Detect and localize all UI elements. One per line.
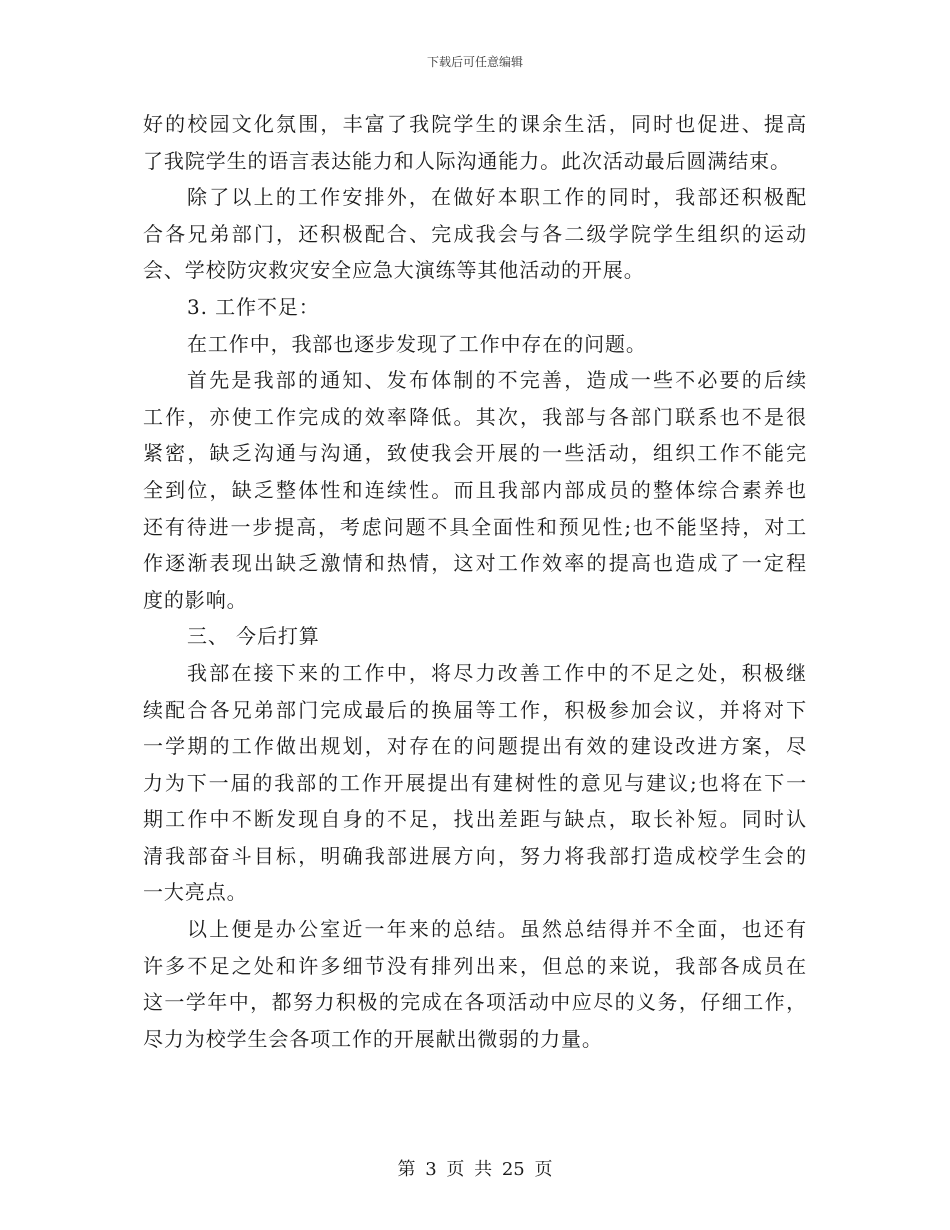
text-line: 度的影响。 — [143, 587, 248, 612]
text-line: 紧密，缺乏沟通与沟通，致使我会开展的一些活动，组织工作不能完 — [143, 441, 807, 466]
text-line: 许多不足之处和许多细节没有排列出来，但总的来说，我部各成员在 — [143, 953, 807, 978]
text-line: 合各兄弟部门，还积极配合、完成我会与各二级学院学生组织的运动 — [143, 221, 807, 246]
text-line: 期工作中不断发现自身的不足，找出差距与缺点，取长补短。同时认 — [143, 807, 807, 832]
text-line: 好的校园文化氛围，丰富了我院学生的课余生活，同时也促进、提高 — [143, 112, 807, 136]
document-body — [143, 106, 807, 1057]
page-header: 下载后可任意编辑 — [426, 55, 523, 69]
text-line: 我部在接下来的工作中，将尽力改善工作中的不足之处，积极继 — [187, 660, 807, 685]
text-line: 这一学年中，都努力积极的完成在各项活动中应尽的义务，仔细工作， — [143, 990, 807, 1015]
text-line: 了我院学生的语言表达能力和人际沟通能力。此次活动最后圆满结束。 — [143, 148, 791, 173]
text-line: 会、学校防灾救灾安全应急大演练等其他活动的开展。 — [143, 258, 645, 283]
text-line: 一大亮点。 — [143, 880, 248, 905]
text-line: 续配合各兄弟部门完成最后的换届等工作，积极参加会议，并将对下 — [143, 697, 807, 722]
text-line: 工作，亦使工作完成的效率降低。其次，我部与各部门联系也不是很 — [143, 404, 807, 429]
text-line: 以上便是办公室近一年来的总结。虽然总结得并不全面，也还有 — [187, 917, 807, 942]
text-line: 清我部奋斗目标，明确我部进展方向，努力将我部打造成校学生会的 — [143, 843, 807, 868]
text-line: 全到位，缺乏整体性和连续性。而且我部内部成员的整体综合素养也 — [143, 477, 807, 502]
text-line: 在工作中，我部也逐步发现了工作中存在的问题。 — [187, 331, 647, 356]
paragraph-p5 — [143, 655, 807, 911]
paragraph-p2 — [143, 179, 807, 289]
text-line: 尽力为校学生会各项工作的开展献出微弱的力量。 — [143, 1026, 603, 1051]
paragraph-heading-three — [143, 618, 807, 655]
text-line: 首先是我部的通知、发布体制的不完善，造成一些不必要的后续 — [187, 368, 807, 393]
paragraph-p3 — [143, 326, 807, 363]
text-line: 力为下一届的我部的工作开展提出有建树性的意见与建议;也将在下一 — [143, 770, 807, 795]
paragraph-heading-3 — [143, 289, 807, 326]
paragraph-p6 — [143, 911, 807, 1057]
text-line: 三、 今后打算 — [187, 624, 320, 649]
text-line: 3. 工作不足： — [187, 294, 320, 319]
page-footer: 第 3 页 共 25 页 — [397, 1159, 553, 1180]
paragraph-p1 — [143, 106, 807, 179]
paragraph-p4 — [143, 362, 807, 618]
text-line: 一学期的工作做出规划，对存在的问题提出有效的建设改进方案，尽 — [143, 734, 807, 759]
text-line: 作逐渐表现出缺乏激情和热情，这对工作效率的提高也造成了一定程 — [143, 551, 807, 576]
text-line: 除了以上的工作安排外，在做好本职工作的同时，我部还积极配 — [187, 185, 807, 210]
text-line: 还有待进一步提高，考虑问题不具全面性和预见性;也不能坚持，对工 — [143, 514, 807, 539]
